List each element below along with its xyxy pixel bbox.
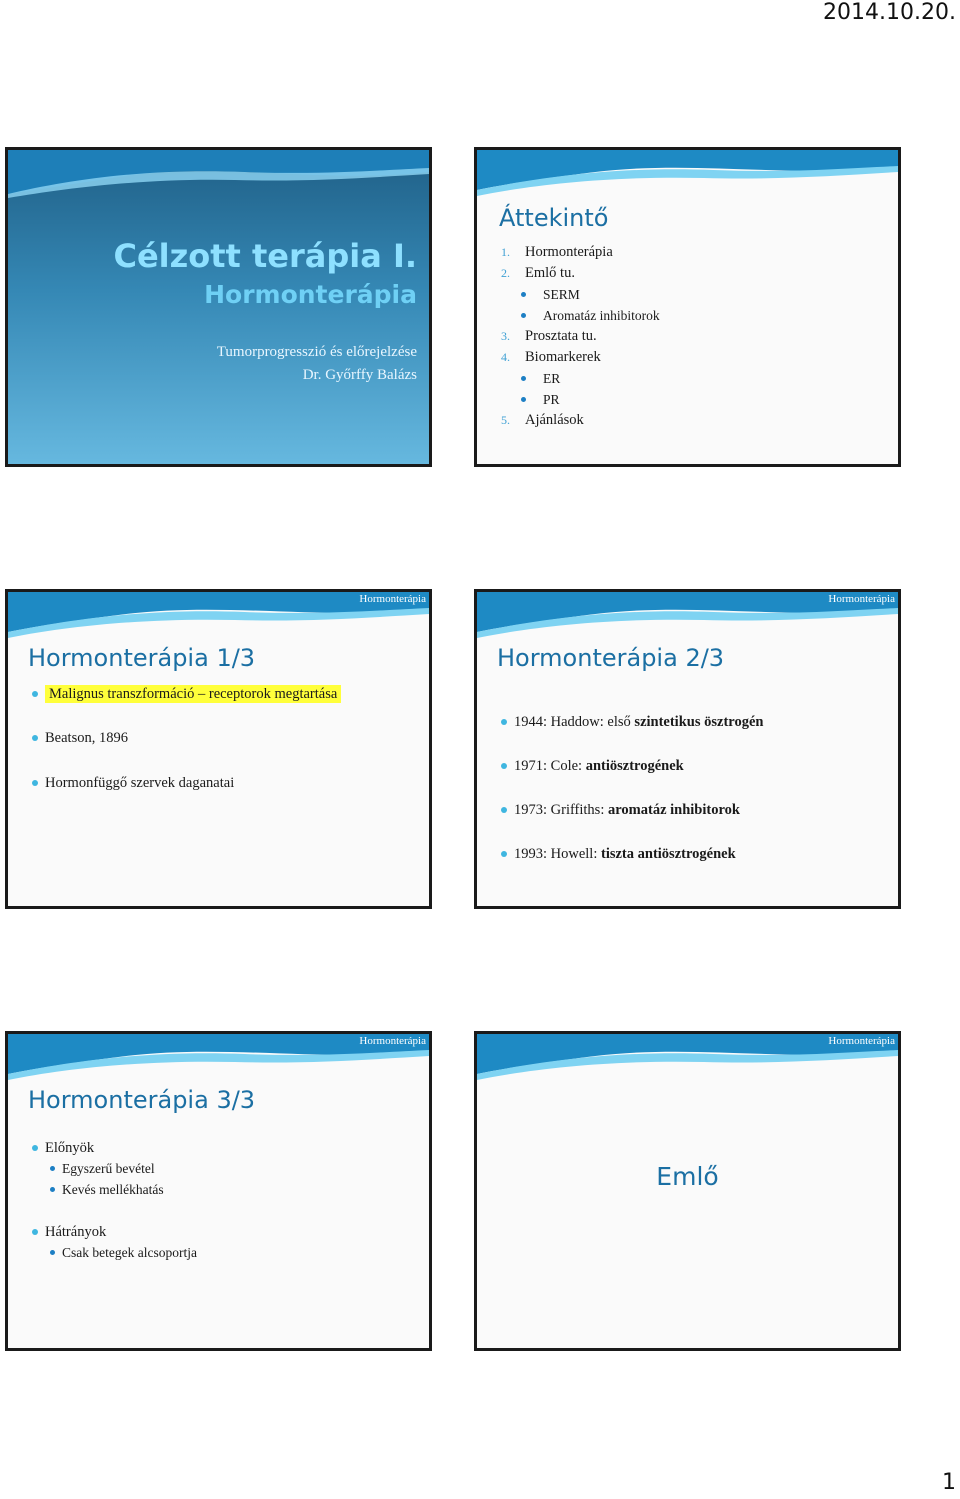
- slide-header-tag: Hormonterápia: [359, 593, 426, 605]
- slide-title: Hormonterápia 3/3: [28, 1086, 256, 1114]
- slide-header-tag: Hormonterápia: [828, 1035, 895, 1047]
- list-subitem: SERM: [501, 284, 660, 305]
- list-subitem: ER: [501, 368, 660, 389]
- slide-title: [5, 147, 432, 467]
- title-line-2: Hormonterápia: [204, 280, 417, 310]
- list-item: Hormonfüggő szervek daganatai: [30, 773, 341, 793]
- list-item: [30, 684, 341, 704]
- subtitle-line-1: Tumorprogresszió és előrejelzése: [216, 344, 417, 360]
- bullet-list: [30, 1138, 197, 1263]
- list-item: 4. Biomarkerek: [501, 349, 601, 365]
- slide-overview: [474, 147, 901, 467]
- slide-header-wave: [477, 150, 898, 198]
- list-subitem: Kevés mellékhatás: [30, 1180, 197, 1200]
- list-item: 5. Ajánlások: [501, 412, 584, 428]
- author-name: Dr. Győrffy Balázs: [302, 366, 417, 383]
- title-line-1: Célzott terápia I.: [113, 237, 417, 275]
- header-date: 2014.10.20.: [823, 0, 956, 25]
- slide-title: Hormonterápia 2/3: [497, 644, 725, 672]
- slide-hormonterapia-1: [5, 589, 432, 909]
- list-item: 1993: Howell: tiszta antiösztrogének: [499, 844, 763, 864]
- list-item: Előnyök: [30, 1138, 197, 1158]
- list-subitem: Egyszerű bevétel: [30, 1159, 197, 1179]
- slide-title: Hormonterápia 1/3: [28, 644, 256, 672]
- slide-title: Áttekintő: [499, 204, 609, 232]
- list-item: Beatson, 1896: [30, 728, 341, 748]
- list-subitem: Aromatáz inhibitorok: [501, 305, 660, 326]
- page-number: 1: [942, 1470, 956, 1495]
- list-item: 1. Hormonterápia: [501, 244, 613, 260]
- list-item: 1944: Haddow: első szintetikus ösztrogén: [499, 712, 763, 732]
- presentation-subtitle: [217, 341, 417, 386]
- bullet-list: [499, 712, 763, 864]
- slide-header-tag: Hormonterápia: [359, 1035, 426, 1047]
- slide-header-wave: [8, 150, 429, 198]
- presentation-title: [8, 235, 417, 312]
- overview-list: [501, 242, 660, 431]
- list-subitem: PR: [501, 389, 660, 410]
- slide-emlo: [474, 1031, 901, 1351]
- list-item: Hátrányok: [30, 1222, 197, 1242]
- slide-hormonterapia-3: [5, 1031, 432, 1351]
- list-subitem: Csak betegek alcsoportja: [30, 1243, 197, 1263]
- bullet-list: [30, 684, 341, 793]
- section-title: Emlő: [656, 1162, 719, 1191]
- highlighted-text: Malignus transzformáció – receptorok megtartása: [45, 685, 341, 703]
- list-item: 2. Emlő tu.: [501, 265, 575, 281]
- slide-header-tag: Hormonterápia: [828, 593, 895, 605]
- list-item: 1971: Cole: antiösztrogének: [499, 756, 763, 776]
- list-item: 3. Prosztata tu.: [501, 328, 597, 344]
- list-item: 1973: Griffiths: aromatáz inhibitorok: [499, 800, 763, 820]
- slide-hormonterapia-2: [474, 589, 901, 909]
